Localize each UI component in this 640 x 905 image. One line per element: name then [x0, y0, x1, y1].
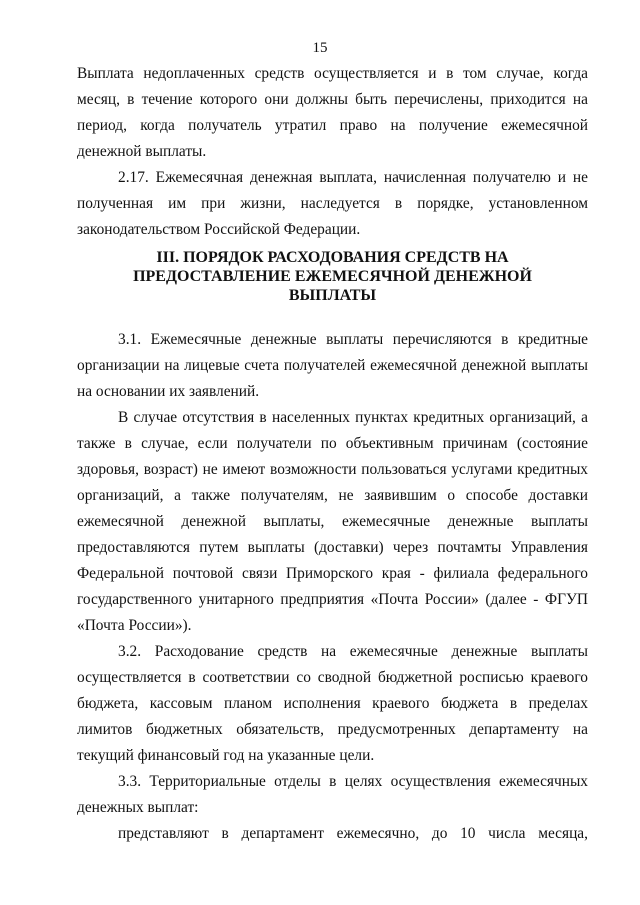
- section-heading: [77, 248, 588, 305]
- paragraph-2-17: 2.17. Ежемесячная денежная выплата, начисленная получателю и не полученная им при жизни, наследуется в порядке, установленном законодательством Российской Федерации.: [77, 169, 588, 238]
- paragraph-delivery-cases: В случае отсутствия в населенных пунктах кредитных организаций, а также в случае, если получатели по объективным причинам (состояние здоровья, возраст) не имеют возможности пользоваться услугами кредитных организаций, а также получателям, не заявившим о способе доставки ежемесячной денежной выплаты, ежемесячные денежные выплаты предоставляются путем выплаты (доставки) через почтамты Управления Федеральной почтовой связи Приморского края - филиала федерального государственного унитарного предприятия «Почта России» (далее - ФГУП «Почта России»).: [77, 409, 588, 634]
- main-text-block: [77, 327, 588, 847]
- section-heading-line-1: III. ПОРЯДОК РАСХОДОВАНИЯ СРЕДСТВ НА: [156, 249, 509, 266]
- section-heading-line-2: ПРЕДОСТАВЛЕНИЕ ЕЖЕМЕСЯЧНОЙ ДЕНЕЖНОЙ: [133, 268, 532, 285]
- page-number: 15: [312, 40, 328, 56]
- top-text-block: [77, 61, 588, 243]
- paragraph-3-2: 3.2. Расходование средств на ежемесячные денежные выплаты осуществляется в соответствии со сводной бюджетной росписью краевого бюджета, кассовым планом исполнения краевого бюджета в пределах лимитов бюджетных обязательств, предусмотренных департаменту на текущий финансовый год на указанные цели.: [77, 643, 588, 764]
- paragraph-submission: представляют в департамент ежемесячно, до 10 числа месяца,: [118, 825, 588, 842]
- paragraph-3-3: 3.3. Территориальные отделы в целях осуществления ежемесячных денежных выплат:: [77, 773, 588, 816]
- paragraph-payment-underpaid: Выплата недоплаченных средств осуществляется и в том случае, когда месяц, в течение которого они должны быть перечислены, приходится на период, когда получатель утратил право на получение ежемесячной денежной выплаты.: [77, 65, 588, 160]
- paragraph-3-1: 3.1. Ежемесячные денежные выплаты перечисляются в кредитные организации на лицевые счета получателей ежемесячной денежной выплаты на основании их заявлений.: [77, 331, 588, 400]
- section-heading-line-3: ВЫПЛАТЫ: [288, 287, 377, 304]
